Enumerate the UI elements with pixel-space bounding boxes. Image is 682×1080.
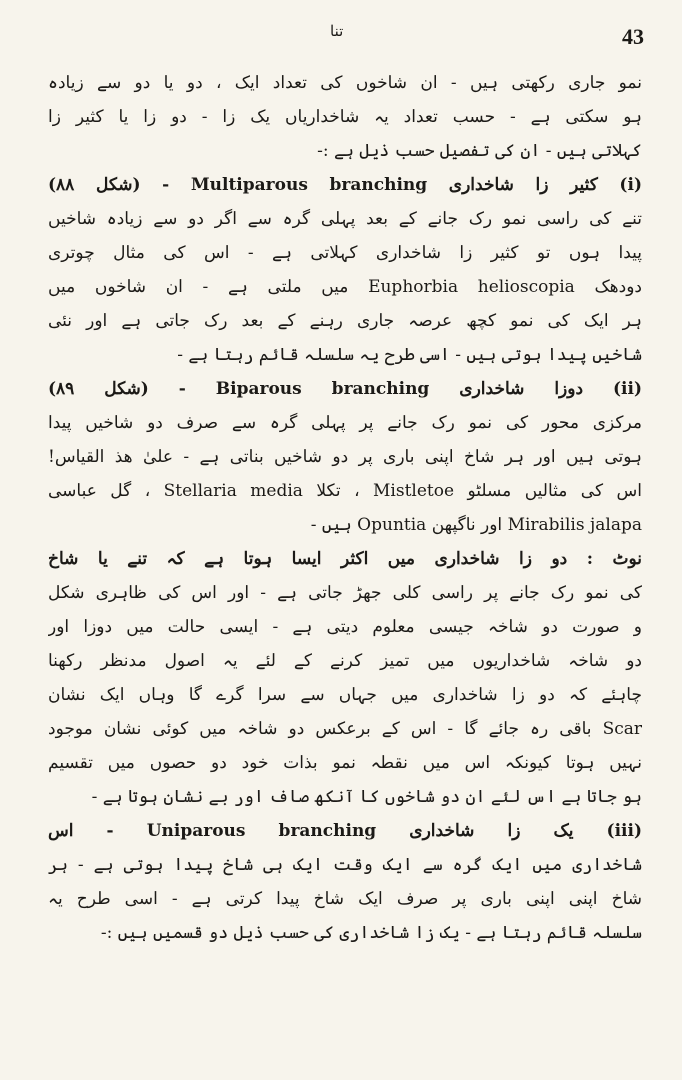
text-line: دو شاخہ شاخداریوں میں تمیز کرنے کے لئے یہ اصول مدنظر رکھنا [48, 651, 642, 671]
text-line: شاخ اپنی اپنی باری پر صرف ایک شاخ پیدا کرتی ہے - اسی طرح یہ [48, 889, 642, 909]
text-line: کی نمو رک جانے پر راسی کلی جھڑ جاتی ہے - اور اس کی ظاہری شکل [48, 583, 642, 603]
text-line: ہر ایک کی نمو کچھ عرصہ جاری رہنے کے بعد رک جاتی ہے اور نئی [48, 311, 642, 331]
section-heading-line: (ii) دوزا شاخداری Biparous branching - (شکل ۸۹) [48, 379, 642, 399]
text-line: نمو جاری رکھتی ہیں - ان شاخوں کی تعداد ایک ، دو یا دو سے زیادہ [48, 73, 642, 93]
text-line: پیدا ہوں تو کثیر زا شاخداری کہلاتی ہے - اس کی مثال چوتری [48, 243, 642, 263]
text-line: دودھک Euphorbia helioscopia میں ملتی ہے - ان شاخوں میں [48, 277, 642, 297]
body-text [48, 66, 642, 950]
text-line: شاخداری میں ایک گرہ سے ایک وقت ایک ہی شاخ پیدا ہوتی ہے - ہر [48, 855, 642, 875]
text-line: کہلاتی ہیں - ان کی تفصیل حسب ذیل ہے :- [317, 141, 642, 161]
section-heading-line: (i) کثیر زا شاخداری Multiparous branching - (شکل ۸۸) [48, 175, 642, 195]
text-line: سلسلہ قائم رہتا ہے - یک زا شاخداری کی حسب ذیل دو قسمیں ہیں :- [100, 923, 642, 943]
text-line: اس کی مثالیں مسلٹو Mistletoe ، تکلا Stellaria media ، گل عباسی [48, 481, 642, 501]
text-line: Mirabilis jalapa اور ناگپھن Opuntia ہیں - [310, 515, 642, 535]
section-heading-line: نوٹ : دو زا شاخداری میں اکثر ایسا ہوتا ہے کہ تنے یا شاخ [48, 549, 642, 569]
text-line: نہیں ہوتا کیونکہ اس میں نقطہ نمو بذات خود دو حصوں میں تقسیم [48, 753, 642, 773]
text-line: ہو جاتا ہے اس لئے ان دو شاخوں کا آنکھ صاف اور بے نشان ہوتا ہے - [91, 787, 642, 807]
running-title: تنا [330, 22, 344, 40]
text-line: Scar باقی رہ جائے گا - اس کے برعکس دو شاخہ میں کوئی نشان موجود [48, 719, 642, 739]
page-number: 43 [622, 24, 644, 49]
text-line: چاہئے کہ دو زا شاخداری میں جہاں سے سرا گرے گا وہاں ایک نشان [48, 685, 642, 705]
text-line: شاخیں پیدا ہوتی ہیں - اسی طرح یہ سلسلہ قائم رہتا ہے - [177, 345, 642, 365]
text-line: ہوتی ہیں اور ہر شاخ اپنی باری پر دو شاخیں بناتی ہے - علیٰ ھذ القیاس! [48, 447, 642, 467]
section-heading-line: (iii) یک زا شاخداری Uniparous branching - اس [48, 821, 642, 841]
text-line: و صورت دو شاخہ جیسی معلوم دیتی ہے - ایسی حالت میں دوزا اور [48, 617, 642, 637]
text-line: مرکزی محور کی نمو رک جانے پر پہلی گرہ سے صرف دو شاخیں پیدا [48, 413, 642, 433]
text-line: تنے کی راسی نمو رک جانے کے بعد پہلی گرہ سے اگر دو سے زیادہ شاخیں [48, 209, 642, 229]
text-line: ہو سکتی ہے - حسب تعداد یہ شاخداریاں یک زا - دو زا یا کثیر زا [48, 107, 642, 127]
